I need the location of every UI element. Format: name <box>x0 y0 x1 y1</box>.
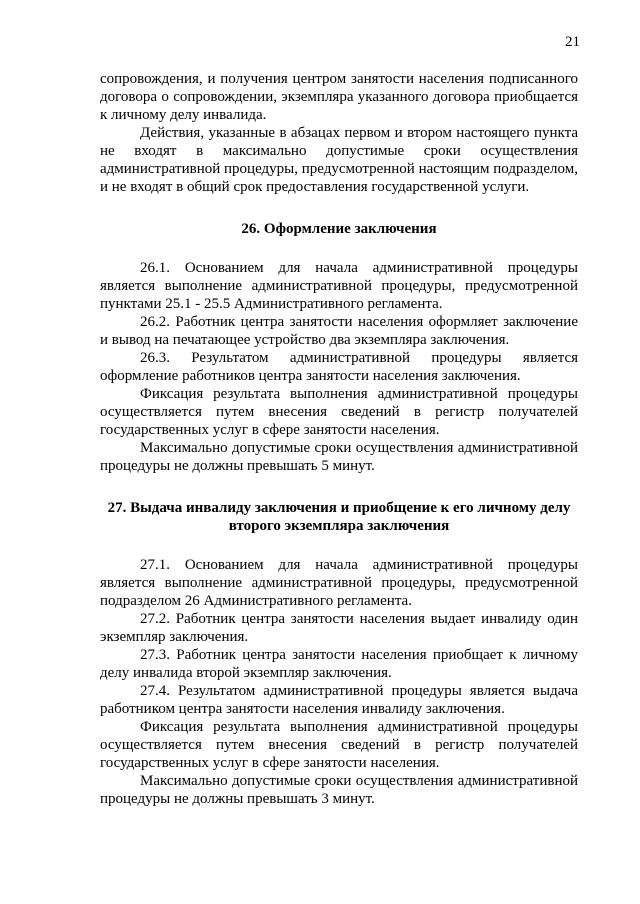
section-27-paragraph-3: 27.3. Работник центра занятости населения приобщает к личному делу инвалида второй экземпляр заключения. <box>100 647 578 681</box>
section-26-paragraph-5: Максимально допустимые сроки осуществления административной процедуры не должны превышать 5 минут. <box>100 440 578 474</box>
section-27-paragraph-1: 27.1. Основанием для начала административной процедуры является выполнение административной процедуры, предусмотренной подразделом 26 Административного регламента. <box>100 557 578 609</box>
section-27-paragraph-6: Максимально допустимые сроки осуществления административной процедуры не должны превышать 3 минут. <box>100 773 578 807</box>
page-number: 21 <box>565 34 580 50</box>
section-26-paragraph-4: Фиксация результата выполнения административной процедуры осуществляется путем внесения сведений в регистр получателей государственных услуг в сфере занятости населения. <box>100 386 578 438</box>
section-27-paragraph-4: 27.4. Результатом административной процедуры является выдача работником центра занятости населения инвалиду заключения. <box>100 683 578 717</box>
section-26-paragraph-1: 26.1. Основанием для начала административной процедуры является выполнение административной процедуры, предусмотренной пунктами 25.1 - 25.5 Административного регламента. <box>100 260 578 312</box>
section-26-paragraph-2: 26.2. Работник центра занятости населения оформляет заключение и вывод на печатающее устройство два экземпляра заключения. <box>100 314 578 348</box>
section-27-paragraph-5: Фиксация результата выполнения административной процедуры осуществляется путем внесения сведений в регистр получателей государственных услуг в сфере занятости населения. <box>100 719 578 771</box>
intro-paragraph-2: Действия, указанные в абзацах первом и втором настоящего пункта не входят в максимально допустимые сроки осуществления административной процедуры, предусмотренной настоящим подразделом, и не входят в общий срок предоставления государственной услуги. <box>100 125 578 195</box>
section-26-heading: 26. Оформление заключения <box>241 221 437 237</box>
section-27-heading: 27. Выдача инвалиду заключения и приобщение к его личному делу второго экземпляра заключения <box>107 500 571 534</box>
document-body <box>100 70 578 808</box>
section-27-paragraph-2: 27.2. Работник центра занятости населения выдает инвалиду один экземпляр заключения. <box>100 611 578 645</box>
section-26-paragraph-3: 26.3. Результатом административной процедуры является оформление работников центра занятости населения заключения. <box>100 350 578 384</box>
intro-paragraph-1: сопровождения, и получения центром занятости населения подписанного договора о сопровождении, экземпляра указанного договора приобщается к личному делу инвалида. <box>100 71 578 123</box>
